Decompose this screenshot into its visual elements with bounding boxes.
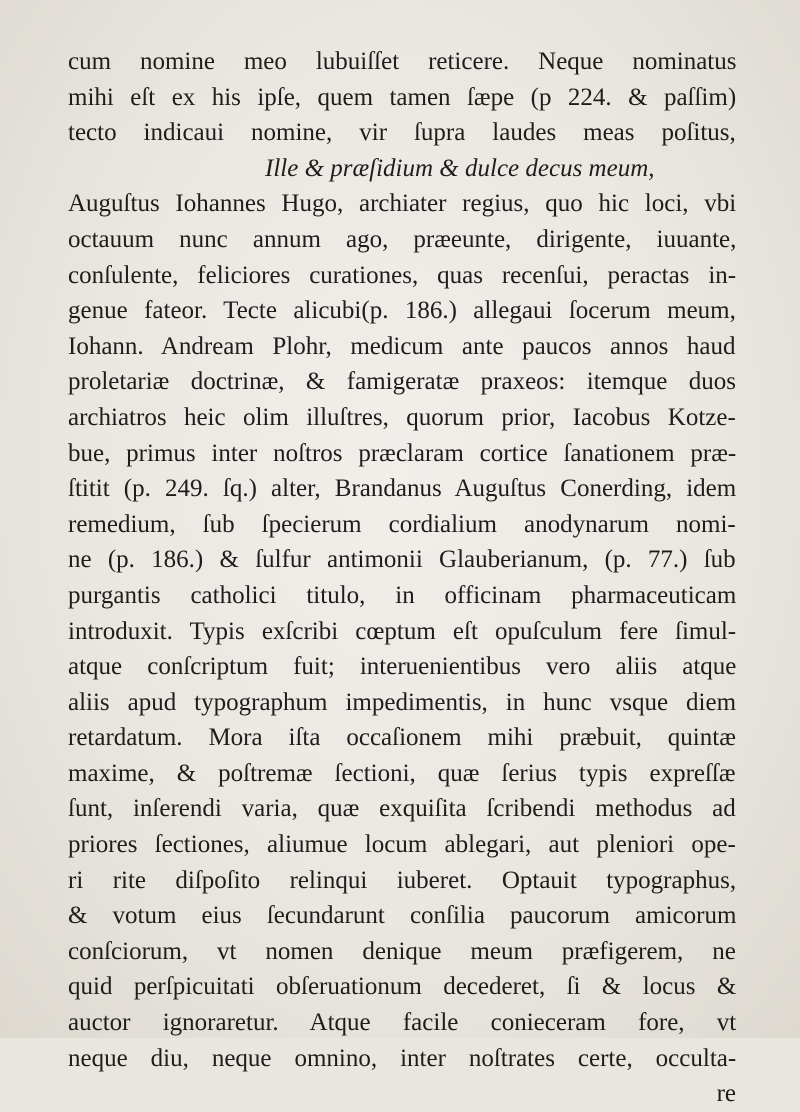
text-line: ſunt, inſerendi varia, quæ exquiſita ſcribendi methodus ad xyxy=(68,795,736,823)
verse-quote-text: Ille & præſidium & dulce decus meum, xyxy=(265,154,655,182)
text-line: bue, primus inter noſtros præclaram cortice ſanationem præ- xyxy=(68,439,737,467)
text-line: mihi eſt ex his ipſe, quem tamen ſæpe (p 224. & paſſim) xyxy=(68,83,737,111)
text-line: proletariæ doctrinæ, & famigeratæ praxeos: itemque duos xyxy=(68,368,736,396)
text-line: & votum eius ſecundarunt conſilia paucorum amicorum xyxy=(68,902,737,930)
text-line: octauum nunc annum ago, præeunte, dirigente, iuuante, xyxy=(68,225,737,253)
text-line: neque diu, neque omnino, inter noſtrates certe, occulta- xyxy=(68,1044,737,1072)
text-line: remedium, ſub ſpecierum cordialium anodynarum nomi- xyxy=(68,510,736,538)
text-line: maxime, & poſtremæ ſectioni, quæ ſerius typis expreſſæ xyxy=(68,759,736,787)
text-line: atque conſcriptum fuit; interuenientibus vero aliis atque xyxy=(68,653,737,681)
text-line: auctor ignoraretur. Atque facile conieceram fore, vt xyxy=(68,1009,737,1037)
text-line: conſciorum, vt nomen denique meum præfigerem, ne xyxy=(68,937,736,965)
text-line: Auguſtus Iohannes Hugo, archiater regius, quo hic loci, vbi xyxy=(68,190,737,218)
text-line: ne (p. 186.) & ſulfur antimonii Glauberianum, (p. 77.) ſub xyxy=(68,546,736,574)
text-line: cum nomine meo lubuiſſet reticere. Neque nominatus xyxy=(68,48,737,75)
catchword: re xyxy=(716,1080,736,1108)
text-line: genue fateor. Tecte alicubi(p. 186.) allegaui ſocerum meum, xyxy=(68,297,736,325)
text-line: ſtitit (p. 249. ſq.) alter, Brandanus Auguſtus Conerding, idem xyxy=(68,475,737,503)
latin-text-block xyxy=(68,44,736,1112)
verse-quote-line xyxy=(68,151,736,187)
text-line: Iohann. Andream Plohr, medicum ante paucos annos haud xyxy=(68,332,736,360)
text-line: quid perſpicuitati obſeruationum decederet, ſi & locus & xyxy=(68,973,737,1001)
text-line: retardatum. Mora iſta occaſionem mihi præbuit, quintæ xyxy=(68,724,736,752)
text-line: introduxit. Typis exſcribi cœptum eſt opuſculum fere ſimul- xyxy=(68,617,737,645)
text-line: archiatros heic olim illuſtres, quorum prior, Iacobus Kotze- xyxy=(68,403,736,431)
text-line: aliis apud typographum impedimentis, in hunc vsque diem xyxy=(68,688,737,716)
text-line: ri rite diſpoſito relinqui iuberet. Optauit typographus, xyxy=(68,866,737,894)
text-line: tecto indicaui nomine, vir ſupra laudes meas poſitus, xyxy=(68,119,736,147)
text-line: priores ſectiones, aliumue locum ablegari, aut pleniori ope- xyxy=(68,831,736,859)
text-line: conſulente, feliciores curationes, quas recenſui, peractas in- xyxy=(68,261,737,289)
text-line: purgantis catholici titulo, in officinam pharmaceuticam xyxy=(68,581,737,609)
